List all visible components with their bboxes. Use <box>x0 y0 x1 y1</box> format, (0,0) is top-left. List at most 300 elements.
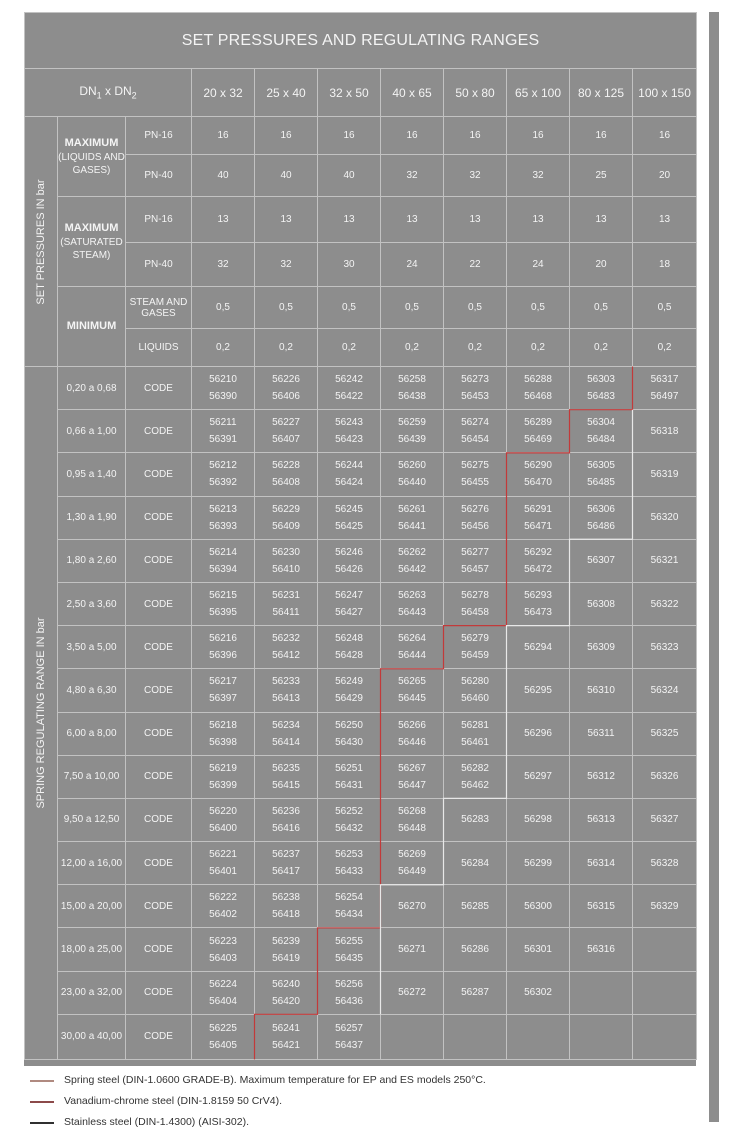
pressure-value: 0,5 <box>633 287 697 329</box>
pressure-value: 13 <box>507 197 570 243</box>
code-cell <box>633 842 697 885</box>
code-number: 56224 <box>209 978 237 990</box>
code-number: 56229 <box>272 503 300 515</box>
code-number: 56323 <box>650 641 679 653</box>
code-cell <box>570 885 633 928</box>
pressure-value: 16 <box>192 117 255 155</box>
code-number: 56275 <box>461 460 489 472</box>
range-value: 0,66 a 1,00 <box>58 410 126 453</box>
code-cell <box>192 453 255 496</box>
code-number: 56263 <box>398 590 426 602</box>
code-number: 56321 <box>650 555 679 567</box>
code-number: 56415 <box>272 779 300 791</box>
code-cell <box>381 582 444 625</box>
code-number: 56241 <box>272 1022 300 1034</box>
code-cell <box>318 582 381 625</box>
code-number: 56265 <box>398 676 426 688</box>
set-pressure-row <box>25 197 697 243</box>
code-number: 56443 <box>398 607 426 619</box>
code-number: 56267 <box>398 762 426 774</box>
code-cell <box>381 669 444 712</box>
code-number: 56273 <box>461 374 489 386</box>
size-header: 80 x 125 <box>570 69 633 117</box>
code-number: 56392 <box>209 477 237 489</box>
pressure-value: 0,2 <box>318 329 381 367</box>
code-number: 56403 <box>209 952 237 964</box>
code-number: 56222 <box>209 892 237 904</box>
code-cell <box>507 755 570 798</box>
code-number: 56391 <box>209 434 237 446</box>
code-number: 56247 <box>335 590 363 602</box>
code-number: 56262 <box>398 546 426 558</box>
code-cell <box>192 496 255 539</box>
legend-item <box>30 1094 690 1110</box>
pressure-value: 16 <box>507 117 570 155</box>
row-label: PN-16 <box>126 117 192 155</box>
code-cell <box>507 842 570 885</box>
code-cell <box>570 1014 633 1059</box>
code-number: 56458 <box>461 607 489 619</box>
range-row <box>25 453 697 496</box>
code-label: CODE <box>126 885 192 928</box>
code-cell <box>192 582 255 625</box>
code-number: 56404 <box>209 995 237 1007</box>
code-number: 56397 <box>209 693 237 705</box>
code-number: 56408 <box>272 477 300 489</box>
code-number: 56242 <box>335 374 363 386</box>
group-title: MAXIMUM <box>64 136 119 149</box>
code-number: 56210 <box>209 374 237 386</box>
group-title: MAXIMUM <box>64 221 119 234</box>
code-number: 56329 <box>650 900 679 912</box>
code-number: 56448 <box>398 822 426 834</box>
pressure-value: 13 <box>444 197 507 243</box>
group-label <box>58 287 126 367</box>
code-cell <box>444 626 507 669</box>
code-number: 56238 <box>272 892 300 904</box>
set-pressures-text: SET PRESSURES IN bar <box>35 178 47 305</box>
code-cell <box>507 712 570 755</box>
code-cell <box>444 410 507 453</box>
range-value: 4,80 a 6,30 <box>58 669 126 712</box>
code-cell <box>381 755 444 798</box>
pressure-value: 20 <box>633 155 697 197</box>
code-cell <box>318 712 381 755</box>
code-number: 56409 <box>272 520 300 532</box>
code-number: 56433 <box>335 866 363 878</box>
code-number: 56442 <box>398 563 426 575</box>
code-cell <box>255 669 318 712</box>
code-number: 56295 <box>524 684 552 696</box>
code-number: 56434 <box>335 909 363 921</box>
code-cell <box>255 798 318 841</box>
code-number: 56299 <box>524 857 552 869</box>
code-number: 56472 <box>524 563 552 575</box>
pressure-value: 0,5 <box>255 287 318 329</box>
code-cell <box>633 971 697 1014</box>
code-cell <box>318 885 381 928</box>
code-number: 56441 <box>398 520 426 532</box>
code-number: 56455 <box>461 477 489 489</box>
range-value: 30,00 a 40,00 <box>58 1014 126 1059</box>
code-number: 56411 <box>272 607 300 619</box>
code-number: 56420 <box>272 995 300 1007</box>
range-value: 1,30 a 1,90 <box>58 496 126 539</box>
code-cell <box>507 1014 570 1059</box>
code-cell <box>192 410 255 453</box>
code-number: 56302 <box>524 987 552 999</box>
code-number: 56225 <box>209 1022 237 1034</box>
code-number: 56390 <box>209 391 237 403</box>
table-title: SET PRESSURES AND REGULATING RANGES <box>25 13 697 69</box>
code-cell <box>444 367 507 410</box>
code-cell <box>444 1014 507 1059</box>
code-cell <box>570 539 633 582</box>
code-cell <box>507 496 570 539</box>
code-label: CODE <box>126 798 192 841</box>
pressure-value: 32 <box>381 155 444 197</box>
code-cell <box>381 539 444 582</box>
code-number: 56306 <box>587 503 615 515</box>
code-number: 56264 <box>398 633 426 645</box>
pressure-value: 0,5 <box>444 287 507 329</box>
code-number: 56287 <box>461 987 489 999</box>
code-cell <box>570 971 633 1014</box>
code-cell <box>444 928 507 971</box>
code-number: 56250 <box>335 719 363 731</box>
code-number: 56484 <box>587 434 615 446</box>
code-number: 56268 <box>398 805 426 817</box>
row-label: PN-40 <box>126 155 192 197</box>
code-cell <box>444 798 507 841</box>
code-number: 56235 <box>272 762 300 774</box>
code-cell <box>255 971 318 1014</box>
spring-range-text: SPRING REGULATING RANGE IN bar <box>35 617 47 809</box>
row-label: PN-16 <box>126 197 192 243</box>
size-header: 65 x 100 <box>507 69 570 117</box>
pressure-value: 16 <box>381 117 444 155</box>
code-number: 56240 <box>272 978 300 990</box>
code-number: 56320 <box>650 512 679 524</box>
pressure-value: 32 <box>255 243 318 287</box>
code-number: 56395 <box>209 607 237 619</box>
pressure-value: 40 <box>318 155 381 197</box>
code-cell <box>381 626 444 669</box>
code-cell <box>381 410 444 453</box>
code-number: 56237 <box>272 849 300 861</box>
size-header: 40 x 65 <box>381 69 444 117</box>
code-cell <box>444 885 507 928</box>
code-number: 56439 <box>398 434 426 446</box>
code-number: 56318 <box>650 425 679 437</box>
code-cell <box>255 410 318 453</box>
group-label <box>58 117 126 197</box>
code-number: 56281 <box>461 719 489 731</box>
code-number: 56221 <box>209 849 237 861</box>
code-number: 56424 <box>335 477 363 489</box>
legend-text: Stainless steel (DIN-1.4300) (AISI-302). <box>64 1116 249 1128</box>
code-label: CODE <box>126 842 192 885</box>
code-number: 56394 <box>209 563 237 575</box>
code-cell <box>381 798 444 841</box>
code-number: 56290 <box>524 460 552 472</box>
code-number: 56430 <box>335 736 363 748</box>
code-cell <box>192 755 255 798</box>
row-label: LIQUIDS <box>126 329 192 367</box>
code-number: 56428 <box>335 650 363 662</box>
range-row <box>25 496 697 539</box>
code-number: 56454 <box>461 434 489 446</box>
code-cell <box>381 496 444 539</box>
pressure-value: 18 <box>633 243 697 287</box>
code-number: 56218 <box>209 719 237 731</box>
group-subtitle: (SATURATED STEAM) <box>60 236 123 261</box>
pressure-value: 0,2 <box>444 329 507 367</box>
code-number: 56325 <box>650 728 679 740</box>
code-cell <box>444 842 507 885</box>
code-cell <box>192 712 255 755</box>
code-cell <box>192 798 255 841</box>
code-label: CODE <box>126 971 192 1014</box>
range-value: 23,00 a 32,00 <box>58 971 126 1014</box>
code-cell <box>507 367 570 410</box>
code-number: 56278 <box>461 590 489 602</box>
code-cell <box>507 539 570 582</box>
range-value: 1,80 a 2,60 <box>58 539 126 582</box>
code-number: 56245 <box>335 503 363 515</box>
code-number: 56254 <box>335 892 363 904</box>
legend-text: Vanadium-chrome steel (DIN-1.8159 50 CrV4). <box>64 1095 283 1107</box>
code-number: 56298 <box>524 814 552 826</box>
code-cell <box>633 626 697 669</box>
code-number: 56252 <box>335 805 363 817</box>
set-pressure-row <box>25 243 697 287</box>
code-number: 56310 <box>587 684 615 696</box>
code-cell <box>633 582 697 625</box>
code-cell <box>507 798 570 841</box>
code-number: 56446 <box>398 736 426 748</box>
code-number: 56421 <box>272 1039 300 1051</box>
legend-item <box>30 1073 690 1089</box>
code-number: 56445 <box>398 693 426 705</box>
code-number: 56444 <box>398 650 426 662</box>
code-cell <box>570 367 633 410</box>
code-number: 56232 <box>272 633 300 645</box>
range-row <box>25 885 697 928</box>
code-cell <box>444 971 507 1014</box>
code-number: 56453 <box>461 391 489 403</box>
code-number: 56410 <box>272 563 300 575</box>
range-row <box>25 669 697 712</box>
code-number: 56305 <box>587 460 615 472</box>
code-number: 56243 <box>335 417 363 429</box>
pressure-value: 0,2 <box>507 329 570 367</box>
code-number: 56418 <box>272 909 300 921</box>
code-number: 56219 <box>209 762 237 774</box>
code-number: 56435 <box>335 952 363 964</box>
code-cell <box>255 928 318 971</box>
code-label: CODE <box>126 928 192 971</box>
pressure-value: 25 <box>570 155 633 197</box>
pressure-value: 32 <box>507 155 570 197</box>
code-number: 56296 <box>524 728 552 740</box>
pressure-value: 22 <box>444 243 507 287</box>
pressure-value: 13 <box>570 197 633 243</box>
group-label <box>58 197 126 287</box>
pressure-value: 40 <box>192 155 255 197</box>
code-number: 56291 <box>524 503 552 515</box>
code-number: 56256 <box>335 978 363 990</box>
code-number: 56405 <box>209 1039 237 1051</box>
code-cell <box>192 842 255 885</box>
code-cell <box>633 885 697 928</box>
code-cell <box>570 669 633 712</box>
code-number: 56236 <box>272 805 300 817</box>
code-cell <box>318 798 381 841</box>
code-number: 56438 <box>398 391 426 403</box>
code-cell <box>318 1014 381 1059</box>
code-cell <box>444 496 507 539</box>
code-cell <box>444 755 507 798</box>
code-label: CODE <box>126 1014 192 1059</box>
code-cell <box>318 453 381 496</box>
code-cell <box>570 842 633 885</box>
code-cell <box>507 971 570 1014</box>
code-cell <box>192 669 255 712</box>
code-number: 56292 <box>524 546 552 558</box>
code-cell <box>633 928 697 971</box>
range-row <box>25 755 697 798</box>
code-number: 56319 <box>650 468 679 480</box>
code-number: 56239 <box>272 935 300 947</box>
code-number: 56398 <box>209 736 237 748</box>
legend-swatch <box>30 1122 54 1124</box>
code-cell <box>444 582 507 625</box>
pressure-value: 0,5 <box>318 287 381 329</box>
code-number: 56304 <box>587 417 615 429</box>
code-number: 56271 <box>398 944 426 956</box>
code-cell <box>381 1014 444 1059</box>
code-cell <box>255 453 318 496</box>
range-value: 12,00 a 16,00 <box>58 842 126 885</box>
code-number: 56402 <box>209 909 237 921</box>
code-number: 56277 <box>461 546 489 558</box>
code-label: CODE <box>126 539 192 582</box>
code-cell <box>507 626 570 669</box>
code-cell <box>192 885 255 928</box>
code-cell <box>633 669 697 712</box>
code-number: 56230 <box>272 546 300 558</box>
code-number: 56486 <box>587 520 615 532</box>
code-cell <box>318 367 381 410</box>
range-value: 6,00 a 8,00 <box>58 712 126 755</box>
code-cell <box>633 712 697 755</box>
code-number: 56259 <box>398 417 426 429</box>
code-label: CODE <box>126 669 192 712</box>
code-cell <box>570 453 633 496</box>
pressure-value: 0,5 <box>192 287 255 329</box>
range-value: 0,20 a 0,68 <box>58 367 126 410</box>
pressure-value: 13 <box>381 197 444 243</box>
spring-range-label <box>25 367 58 1060</box>
code-cell <box>570 496 633 539</box>
code-cell <box>507 928 570 971</box>
code-number: 56244 <box>335 460 363 472</box>
code-number: 56468 <box>524 391 552 403</box>
code-number: 56294 <box>524 641 552 653</box>
code-number: 56471 <box>524 520 552 532</box>
code-number: 56422 <box>335 391 363 403</box>
code-cell <box>633 367 697 410</box>
code-cell <box>570 626 633 669</box>
code-number: 56393 <box>209 520 237 532</box>
code-number: 56228 <box>272 460 300 472</box>
code-number: 56414 <box>272 736 300 748</box>
size-header: 20 x 32 <box>192 69 255 117</box>
code-cell <box>570 755 633 798</box>
code-cell <box>507 582 570 625</box>
code-cell <box>255 842 318 885</box>
code-label: CODE <box>126 626 192 669</box>
code-cell <box>570 798 633 841</box>
code-cell <box>633 410 697 453</box>
group-title: MINIMUM <box>66 319 117 332</box>
code-label: CODE <box>126 712 192 755</box>
set-pressure-row <box>25 155 697 197</box>
code-number: 56427 <box>335 607 363 619</box>
range-row <box>25 626 697 669</box>
code-cell <box>192 1014 255 1059</box>
code-number: 56282 <box>461 762 489 774</box>
size-header: 32 x 50 <box>318 69 381 117</box>
code-number: 56246 <box>335 546 363 558</box>
code-cell <box>318 496 381 539</box>
code-number: 56288 <box>524 374 552 386</box>
code-number: 56396 <box>209 650 237 662</box>
pressure-value: 0,5 <box>570 287 633 329</box>
code-number: 56406 <box>272 391 300 403</box>
code-number: 56300 <box>524 900 552 912</box>
pressure-table <box>24 12 697 1060</box>
pressure-value: 0,5 <box>381 287 444 329</box>
code-number: 56309 <box>587 641 615 653</box>
code-cell <box>318 971 381 1014</box>
code-number: 56399 <box>209 779 237 791</box>
code-number: 56457 <box>461 563 489 575</box>
code-number: 56285 <box>461 900 489 912</box>
pressure-value: 13 <box>633 197 697 243</box>
code-number: 56293 <box>524 590 552 602</box>
pressure-value: 0,5 <box>507 287 570 329</box>
range-row <box>25 928 697 971</box>
code-cell <box>255 496 318 539</box>
code-number: 56483 <box>587 391 615 403</box>
code-number: 56431 <box>335 779 363 791</box>
size-header: 25 x 40 <box>255 69 318 117</box>
code-cell <box>381 453 444 496</box>
code-cell <box>381 842 444 885</box>
code-number: 56261 <box>398 503 426 515</box>
code-number: 56459 <box>461 650 489 662</box>
code-number: 56213 <box>209 503 237 515</box>
code-cell <box>192 367 255 410</box>
pressure-value: 30 <box>318 243 381 287</box>
code-number: 56400 <box>209 822 237 834</box>
code-cell <box>507 669 570 712</box>
code-number: 56253 <box>335 849 363 861</box>
code-cell <box>255 755 318 798</box>
code-number: 56220 <box>209 805 237 817</box>
